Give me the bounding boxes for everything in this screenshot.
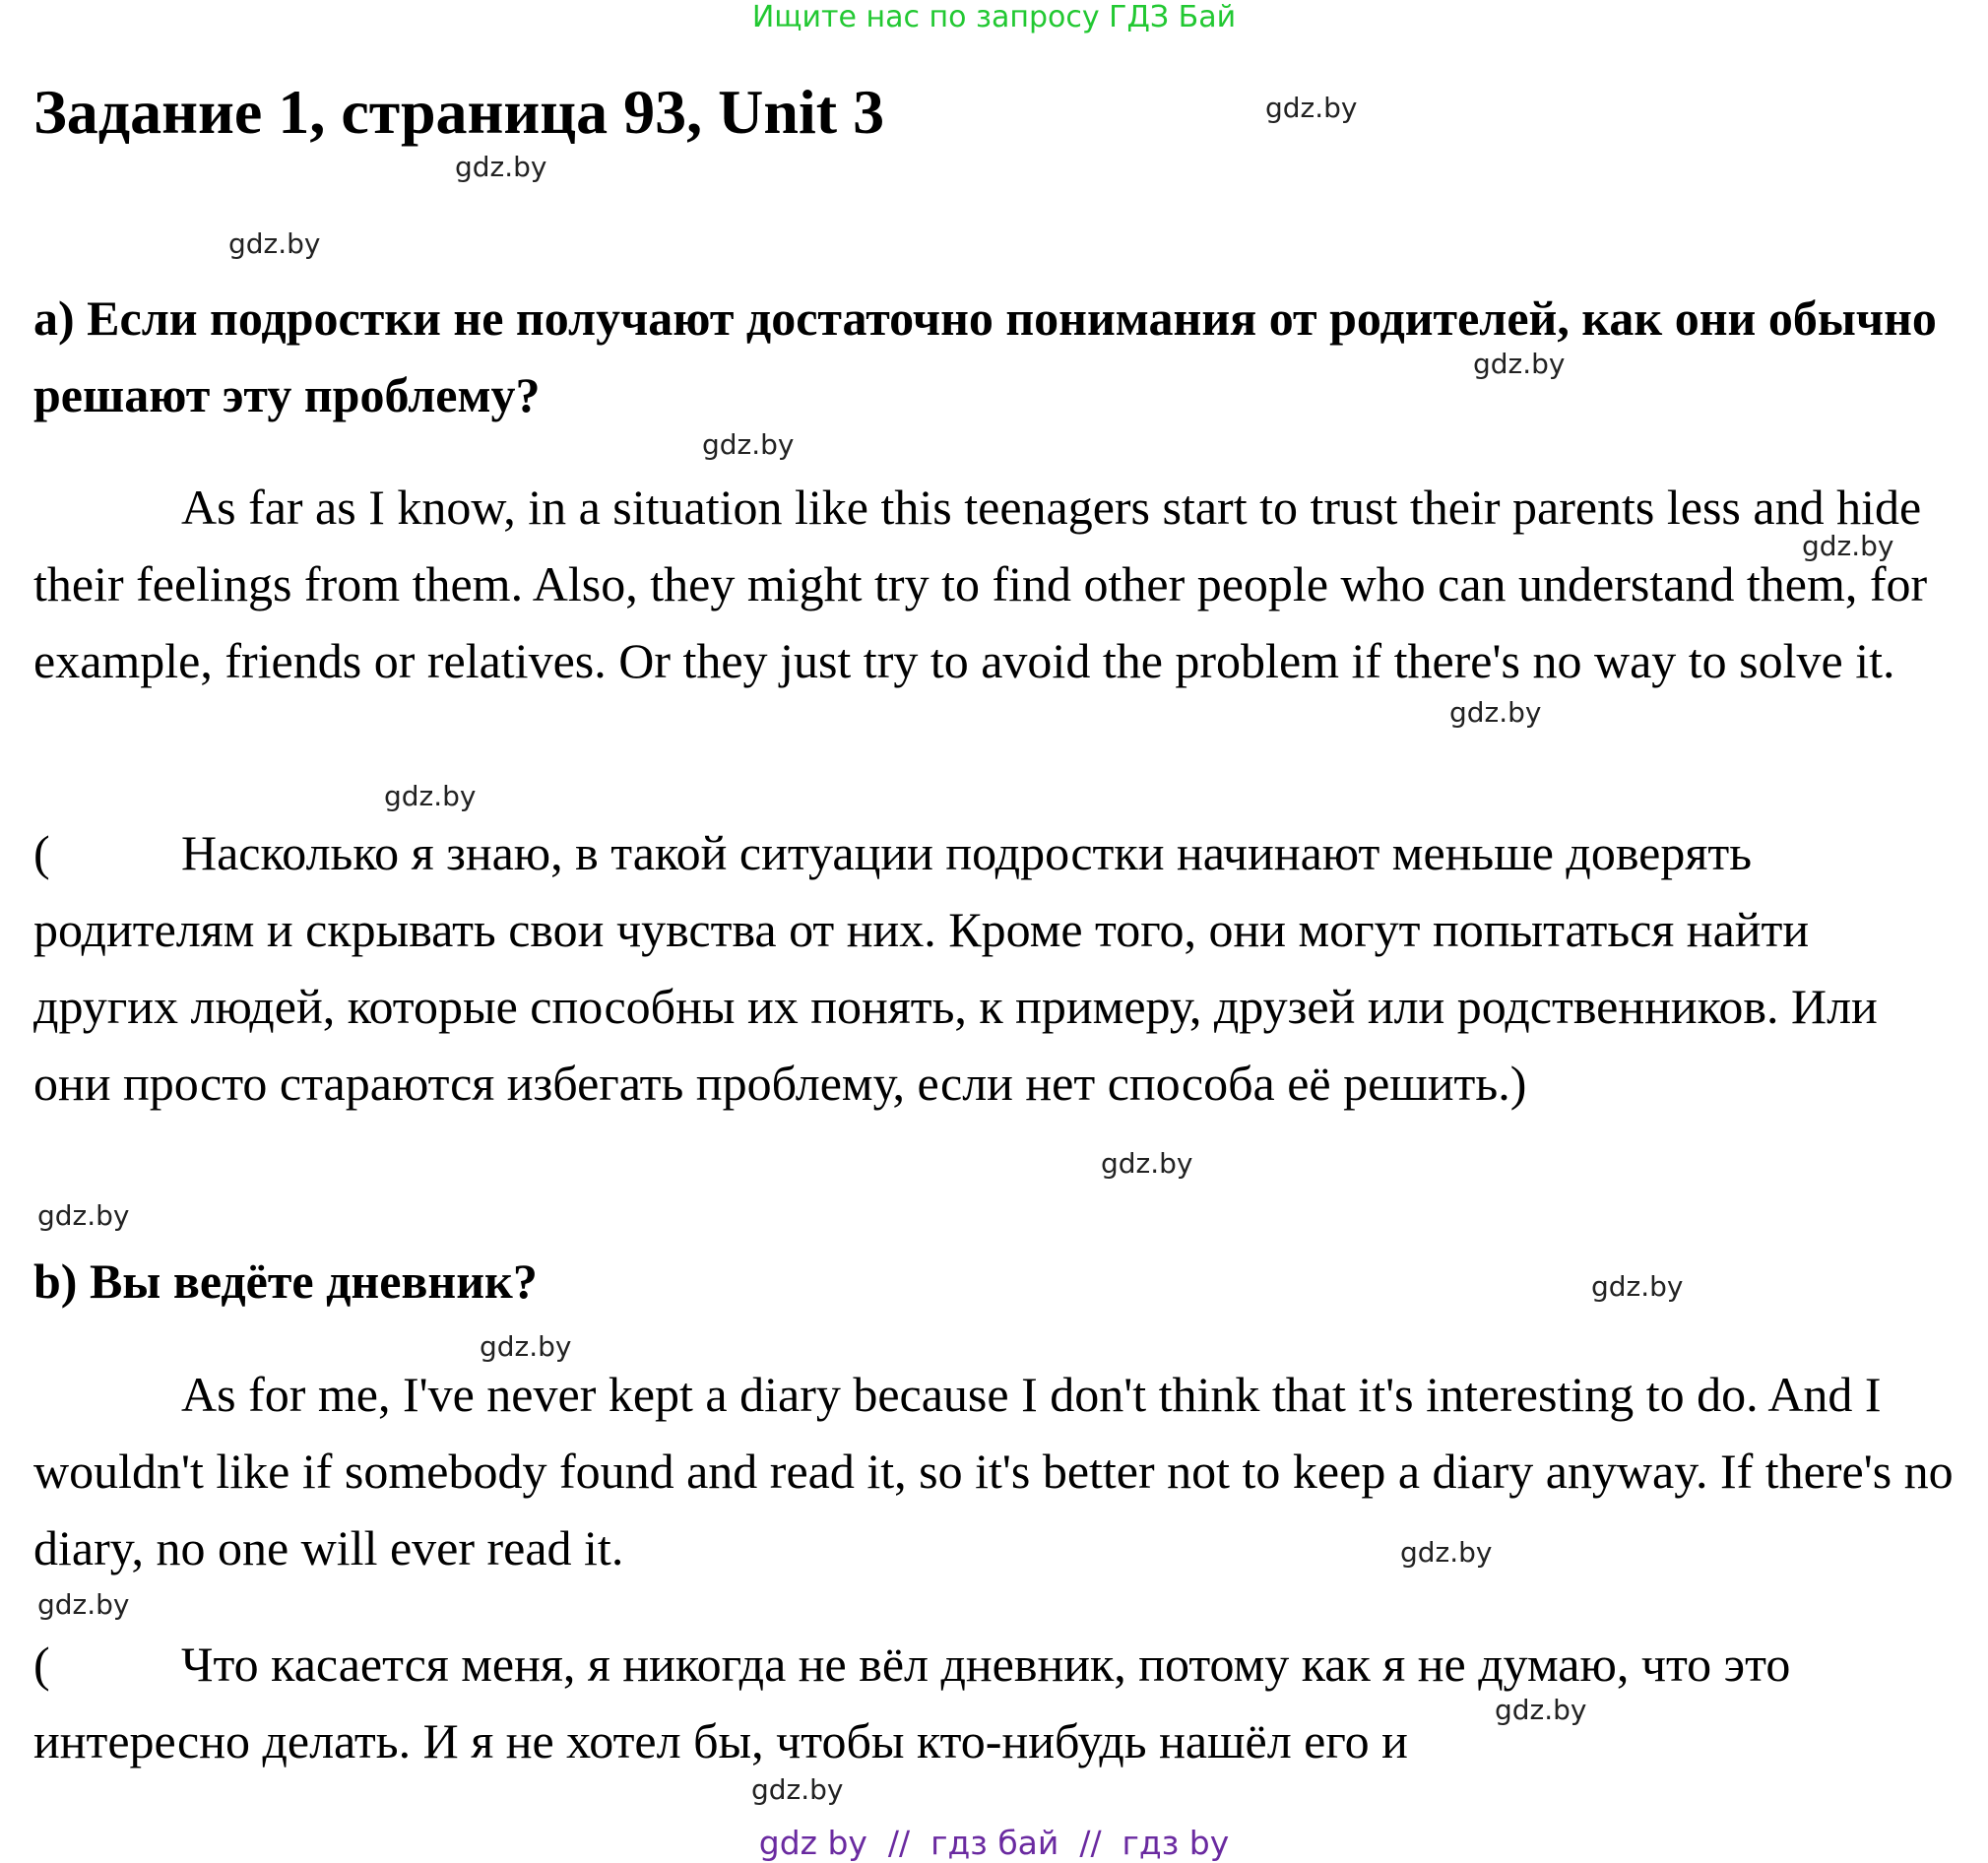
watermark: gdz.by [228, 227, 321, 260]
watermark: gdz.by [480, 1330, 572, 1363]
open-parenthesis: ( [33, 825, 50, 880]
watermark: gdz.by [1802, 530, 1894, 562]
answer-b-english [33, 1356, 1954, 1586]
top-banner: Ищите нас по запросу ГДЗ Бай [751, 0, 1237, 34]
watermark: gdz.by [1101, 1147, 1193, 1180]
watermark: gdz.by [384, 780, 477, 812]
watermark: gdz.by [1473, 348, 1566, 380]
question-b: b) Вы ведёте дневник? [33, 1253, 538, 1309]
answer-a-russian-text: Насколько я знаю, в такой ситуации подростки начинают меньше доверять родителям и скрывать свои чувства от них. Кроме того, они могут попытаться найти других людей, которые способны их понять, к примеру, друзей или родственников. Или они просто стараются избегать проблему, если нет способа её решить.) [33, 825, 1878, 1111]
watermark: gdz.by [37, 1199, 130, 1232]
footer-links: gdz by // гдз бай // гдз by [758, 1824, 1230, 1862]
watermark: gdz.by [1495, 1694, 1587, 1726]
answer-b-russian-text: Что касается меня, я никогда не вёл дневник, потому как я не думаю, что это интересно делать. И я не хотел бы, чтобы кто-нибудь нашёл его и [33, 1637, 1791, 1768]
watermark: gdz.by [751, 1773, 844, 1806]
question-a: a) Если подростки не получают достаточно понимания от родителей, как они обычно решают эту проблему? [33, 290, 1937, 422]
page-title: Задание 1, страница 93, Unit 3 [33, 77, 885, 147]
watermark: gdz.by [1265, 92, 1358, 124]
answer-a-russian [33, 814, 1954, 1122]
answer-b-english-text: As for me, I've never kept a diary because I don't think that it's interesting to do. And I wouldn't like if somebody found and read it, so it's better not to keep a diary anyway. If there's no diary, no one will ever read it. [33, 1367, 1954, 1575]
watermark: gdz.by [37, 1588, 130, 1621]
watermark: gdz.by [1591, 1270, 1684, 1303]
watermark: gdz.by [1400, 1536, 1493, 1569]
watermark: gdz.by [1449, 696, 1542, 729]
answer-a-english-text: As far as I know, in a situation like this teenagers start to trust their parents less and hide their feelings from them. Also, they might try to find other people who can understand them, for example, friends or relatives. Or they just try to avoid the problem if there's no way to solve it. [33, 480, 1928, 688]
answer-a-english [33, 469, 1954, 699]
watermark: gdz.by [702, 428, 795, 461]
answer-b-russian [33, 1626, 1954, 1779]
watermark: gdz.by [455, 151, 547, 183]
open-parenthesis: ( [33, 1637, 50, 1692]
